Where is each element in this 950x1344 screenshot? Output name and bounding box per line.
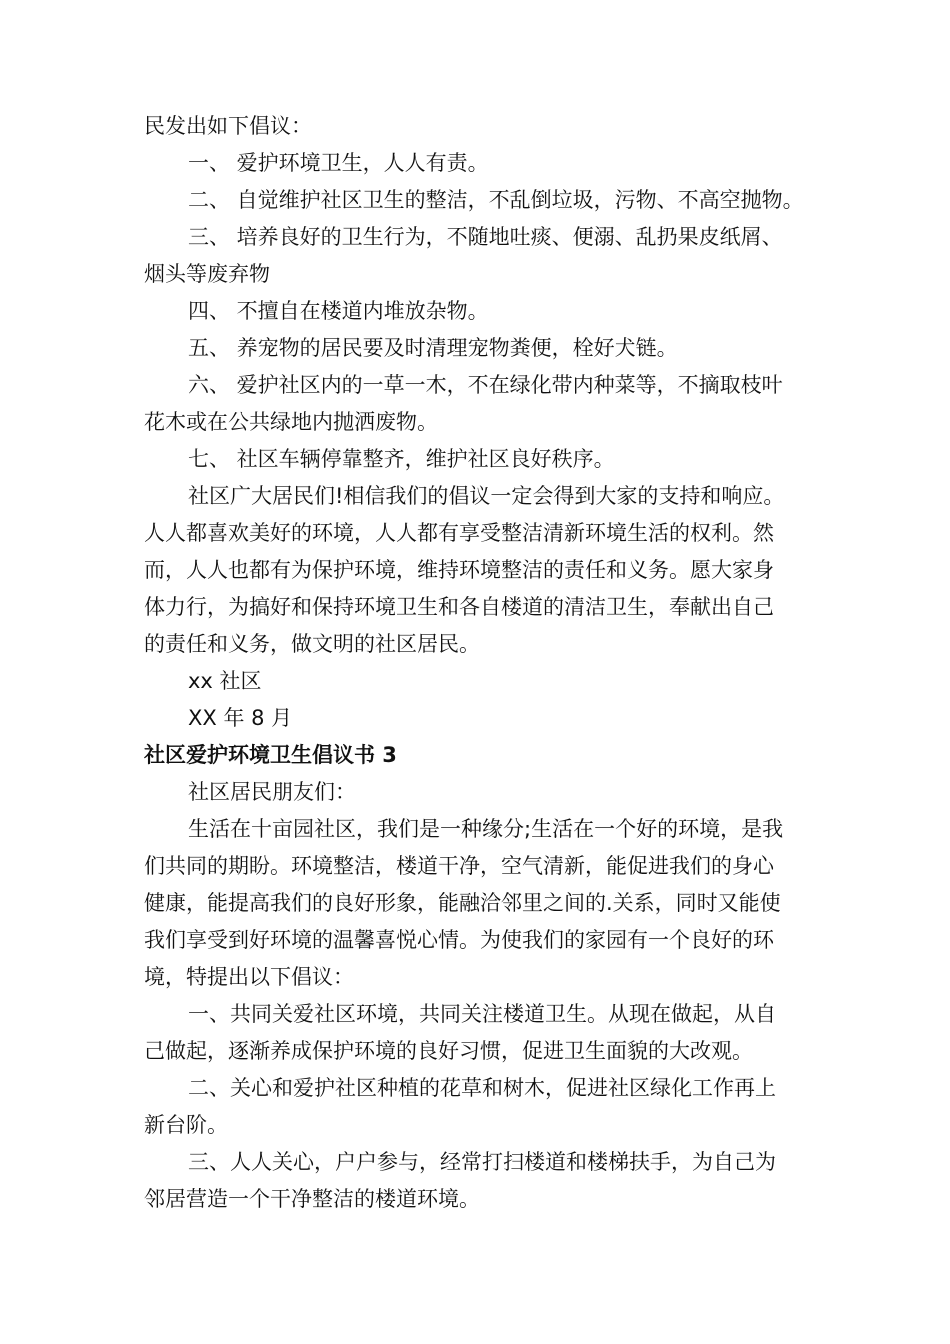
- initiative-item-3-cont: 邻居营造一个干净整洁的楼道环境。: [144, 1187, 480, 1211]
- signature-community: xx 社区: [188, 669, 262, 693]
- closing-paragraph-cont: 体力行，为搞好和保持环境卫生和各自楼道的清洁卫生，奉献出自己: [144, 595, 774, 619]
- initiative-item-1-cont: 己做起，逐渐养成保护环境的良好习惯，促进卫生面貌的大改观。: [144, 1039, 753, 1063]
- intro-paragraph: 生活在十亩园社区，我们是一种缘分;生活在一个好的环境，是我: [188, 817, 784, 841]
- paragraph-line: 民发出如下倡议：: [144, 114, 312, 138]
- initiative-item-2: 二、关心和爱护社区种植的花草和树木，促进社区绿化工作再上: [188, 1076, 776, 1100]
- initiative-item-3: 三、人人关心，户户参与，经常打扫楼道和楼梯扶手，为自己为: [188, 1150, 776, 1174]
- proposal-item-2: 二、 自觉维护社区卫生的整洁，不乱倒垃圾，污物、不高空抛物。: [188, 188, 804, 212]
- initiative-item-1: 一、共同关爱社区环境，共同关注楼道卫生。从现在做起，从自: [188, 1002, 776, 1026]
- intro-paragraph-cont: 健康，能提高我们的良好形象，能融洽邻里之间的.关系，同时又能使: [144, 891, 781, 915]
- proposal-item-5: 五、 养宠物的居民要及时清理宠物粪便，栓好犬链。: [188, 336, 678, 360]
- intro-paragraph-cont: 境，特提出以下倡议：: [144, 965, 354, 989]
- proposal-item-1: 一、 爱护环境卫生，人人有责。: [188, 151, 489, 175]
- proposal-item-6: 六、 爱护社区内的一草一木，不在绿化带内种菜等，不摘取枝叶: [188, 373, 783, 397]
- closing-paragraph-cont: 的责任和义务，做文明的社区居民。: [144, 632, 480, 656]
- proposal-item-3: 三、 培养良好的卫生行为，不随地吐痰、便溺、乱扔果皮纸屑、: [188, 225, 783, 249]
- section-heading: 社区爱护环境卫生倡议书 3: [144, 743, 397, 767]
- closing-paragraph-cont: 而，人人也都有为保护环境，维持环境整洁的责任和义务。愿大家身: [144, 558, 774, 582]
- proposal-item-4: 四、 不擅自在楼道内堆放杂物。: [188, 299, 489, 323]
- proposal-item-6-cont: 花木或在公共绿地内抛洒废物。: [144, 410, 438, 434]
- document-body: [144, 108, 809, 1218]
- proposal-item-7: 七、 社区车辆停靠整齐，维护社区良好秩序。: [188, 447, 615, 471]
- signature-date: XX 年 8 月: [188, 706, 293, 730]
- salutation: 社区居民朋友们：: [188, 780, 356, 804]
- proposal-item-3-cont: 烟头等废弃物: [144, 262, 270, 286]
- closing-paragraph: 社区广大居民们!相信我们的倡议一定会得到大家的支持和响应。: [188, 484, 785, 508]
- intro-paragraph-cont: 我们享受到好环境的温馨喜悦心情。为使我们的家园有一个良好的环: [144, 928, 774, 952]
- intro-paragraph-cont: 们共同的期盼。环境整洁，楼道干净，空气清新，能促进我们的身心: [144, 854, 774, 878]
- closing-paragraph-cont: 人人都喜欢美好的环境，人人都有享受整洁清新环境生活的权利。然: [144, 521, 774, 545]
- initiative-item-2-cont: 新台阶。: [144, 1113, 228, 1137]
